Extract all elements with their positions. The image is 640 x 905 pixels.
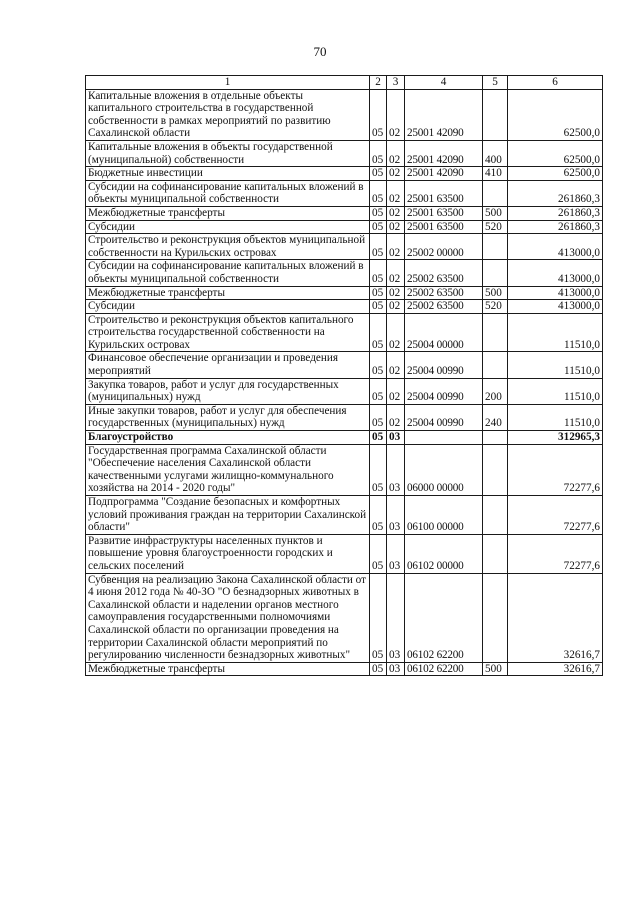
row-target-article: 25001 42090 [405, 140, 483, 166]
row-name: Благоустройство [86, 431, 370, 445]
row-subsection: 02 [387, 313, 405, 352]
row-name: Подпрограмма "Создание безопасных и комфортных условий проживания граждан на территории Сахалинской области" [86, 496, 370, 535]
row-expense-type: 240 [483, 404, 508, 430]
header-col-4: 4 [405, 76, 483, 90]
row-name: Иные закупки товаров, работ и услуг для обеспечения государственных (муниципальных) нужд [86, 404, 370, 430]
row-target-article: 25004 00990 [405, 404, 483, 430]
budget-table [85, 75, 603, 676]
row-name: Субвенция на реализацию Закона Сахалинской области от 4 июня 2012 года № 40-ЗО "О безнадзорных животных в Сахалинской области и наделении органов местного самоуправления государственными полномочиями Сахалинской области по организации проведения на территории Сахалинской области мероприятий по регулированию численности безнадзорных животных" [86, 573, 370, 662]
row-subsection: 03 [387, 573, 405, 662]
row-subsection: 02 [387, 286, 405, 300]
row-section: 05 [370, 534, 387, 573]
row-target-article: 06102 62200 [405, 662, 483, 676]
row-target-article: 25001 42090 [405, 89, 483, 140]
row-target-article: 25001 63500 [405, 180, 483, 206]
row-amount: 32616,7 [508, 662, 603, 676]
header-col-5: 5 [483, 76, 508, 90]
row-name: Субсидии [86, 220, 370, 234]
row-section: 05 [370, 378, 387, 404]
row-subsection: 02 [387, 260, 405, 286]
table-row [86, 89, 603, 140]
row-amount: 72277,6 [508, 444, 603, 495]
row-section: 05 [370, 206, 387, 220]
row-target-article: 06000 00000 [405, 444, 483, 495]
row-amount: 11510,0 [508, 404, 603, 430]
row-expense-type: 520 [483, 300, 508, 314]
row-amount: 261860,3 [508, 180, 603, 206]
row-amount: 11510,0 [508, 352, 603, 378]
table-row [86, 260, 603, 286]
row-section: 05 [370, 662, 387, 676]
row-name: Субсидии [86, 300, 370, 314]
row-amount: 413000,0 [508, 234, 603, 260]
row-name: Капитальные вложения в объекты государственной (муниципальной) собственности [86, 140, 370, 166]
row-subsection: 02 [387, 300, 405, 314]
row-name: Строительство и реконструкция объектов капитального строительства государственной собственности на Курильских островах [86, 313, 370, 352]
row-target-article: 25004 00990 [405, 352, 483, 378]
table-row [86, 352, 603, 378]
table-row [86, 140, 603, 166]
row-expense-type [483, 496, 508, 535]
row-amount: 62500,0 [508, 140, 603, 166]
table-row [86, 206, 603, 220]
row-expense-type [483, 234, 508, 260]
table-row [86, 234, 603, 260]
row-target-article: 25001 42090 [405, 167, 483, 181]
row-target-article: 25004 00000 [405, 313, 483, 352]
table-row [86, 496, 603, 535]
row-amount: 261860,3 [508, 220, 603, 234]
row-section: 05 [370, 573, 387, 662]
table-row [86, 167, 603, 181]
row-amount: 62500,0 [508, 167, 603, 181]
row-expense-type [483, 431, 508, 445]
table-row [86, 662, 603, 676]
row-expense-type [483, 534, 508, 573]
row-target-article: 25002 63500 [405, 300, 483, 314]
page-number: 70 [313, 44, 327, 59]
table-row [86, 286, 603, 300]
row-amount: 72277,6 [508, 534, 603, 573]
row-name: Межбюджетные трансферты [86, 662, 370, 676]
row-expense-type [483, 573, 508, 662]
table-row [86, 180, 603, 206]
row-subsection: 02 [387, 352, 405, 378]
row-subsection: 02 [387, 180, 405, 206]
row-subsection: 02 [387, 206, 405, 220]
row-amount: 261860,3 [508, 206, 603, 220]
row-subsection: 02 [387, 89, 405, 140]
row-name: Межбюджетные трансферты [86, 286, 370, 300]
row-amount: 11510,0 [508, 313, 603, 352]
row-subsection: 03 [387, 534, 405, 573]
row-name: Строительство и реконструкция объектов муниципальной собственности на Курильских островах [86, 234, 370, 260]
row-amount: 62500,0 [508, 89, 603, 140]
row-name: Государственная программа Сахалинской области "Обеспечение населения Сахалинской области качественными услугами жилищно-коммунального хозяйства на 2014 - 2020 годы" [86, 444, 370, 495]
row-section: 05 [370, 444, 387, 495]
row-amount: 413000,0 [508, 300, 603, 314]
row-target-article: 25002 00000 [405, 234, 483, 260]
row-target-article: 06102 00000 [405, 534, 483, 573]
row-amount: 11510,0 [508, 378, 603, 404]
row-section: 05 [370, 89, 387, 140]
row-subsection: 03 [387, 431, 405, 445]
table-row [86, 534, 603, 573]
row-expense-type [483, 313, 508, 352]
table-row [86, 404, 603, 430]
row-name: Финансовое обеспечение организации и проведения мероприятий [86, 352, 370, 378]
row-amount: 72277,6 [508, 496, 603, 535]
row-subsection: 02 [387, 167, 405, 181]
header-col-6: 6 [508, 76, 603, 90]
row-target-article: 06102 62200 [405, 573, 483, 662]
row-amount: 312965,3 [508, 431, 603, 445]
row-amount: 413000,0 [508, 286, 603, 300]
row-section: 05 [370, 220, 387, 234]
row-expense-type: 410 [483, 167, 508, 181]
row-expense-type [483, 352, 508, 378]
row-expense-type: 500 [483, 662, 508, 676]
row-name: Субсидии на софинансирование капитальных вложений в объекты муниципальной собственности [86, 260, 370, 286]
table-row [86, 378, 603, 404]
row-expense-type: 400 [483, 140, 508, 166]
row-section: 05 [370, 313, 387, 352]
row-subsection: 02 [387, 140, 405, 166]
table-row [86, 431, 603, 445]
row-target-article: 06100 00000 [405, 496, 483, 535]
table-row [86, 220, 603, 234]
row-subsection: 02 [387, 404, 405, 430]
row-section: 05 [370, 234, 387, 260]
header-col-3: 3 [387, 76, 405, 90]
row-name: Субсидии на софинансирование капитальных вложений в объекты муниципальной собственности [86, 180, 370, 206]
table-header-row [86, 76, 603, 90]
row-section: 05 [370, 260, 387, 286]
row-name: Развитие инфраструктуры населенных пунктов и повышение уровня благоустроенности городских и сельских поселений [86, 534, 370, 573]
row-section: 05 [370, 286, 387, 300]
row-section: 05 [370, 404, 387, 430]
row-target-article: 25001 63500 [405, 220, 483, 234]
row-name: Межбюджетные трансферты [86, 206, 370, 220]
row-target-article: 25002 63500 [405, 286, 483, 300]
row-expense-type [483, 180, 508, 206]
table-row [86, 300, 603, 314]
row-subsection: 03 [387, 444, 405, 495]
row-amount: 413000,0 [508, 260, 603, 286]
row-subsection: 03 [387, 496, 405, 535]
row-section: 05 [370, 180, 387, 206]
row-section: 05 [370, 431, 387, 445]
row-expense-type [483, 260, 508, 286]
row-target-article: 25002 63500 [405, 260, 483, 286]
row-section: 05 [370, 140, 387, 166]
row-section: 05 [370, 167, 387, 181]
row-amount: 32616,7 [508, 573, 603, 662]
row-section: 05 [370, 496, 387, 535]
row-name: Капитальные вложения в отдельные объекты капитального строительства в государственной собственности в рамках мероприятий по развитию Сахалинской области [86, 89, 370, 140]
row-expense-type: 200 [483, 378, 508, 404]
table-row [86, 573, 603, 662]
row-section: 05 [370, 352, 387, 378]
row-expense-type [483, 89, 508, 140]
row-name: Закупка товаров, работ и услуг для государственных (муниципальных) нужд [86, 378, 370, 404]
row-expense-type: 500 [483, 286, 508, 300]
row-target-article: 25004 00990 [405, 378, 483, 404]
row-name: Бюджетные инвестиции [86, 167, 370, 181]
row-subsection: 02 [387, 378, 405, 404]
row-subsection: 02 [387, 234, 405, 260]
row-expense-type [483, 444, 508, 495]
row-target-article: 25001 63500 [405, 206, 483, 220]
row-subsection: 02 [387, 220, 405, 234]
row-target-article [405, 431, 483, 445]
row-expense-type: 500 [483, 206, 508, 220]
row-section: 05 [370, 300, 387, 314]
table-row [86, 444, 603, 495]
row-expense-type: 520 [483, 220, 508, 234]
row-subsection: 03 [387, 662, 405, 676]
header-col-2: 2 [370, 76, 387, 90]
header-col-1: 1 [86, 76, 370, 90]
table-row [86, 313, 603, 352]
